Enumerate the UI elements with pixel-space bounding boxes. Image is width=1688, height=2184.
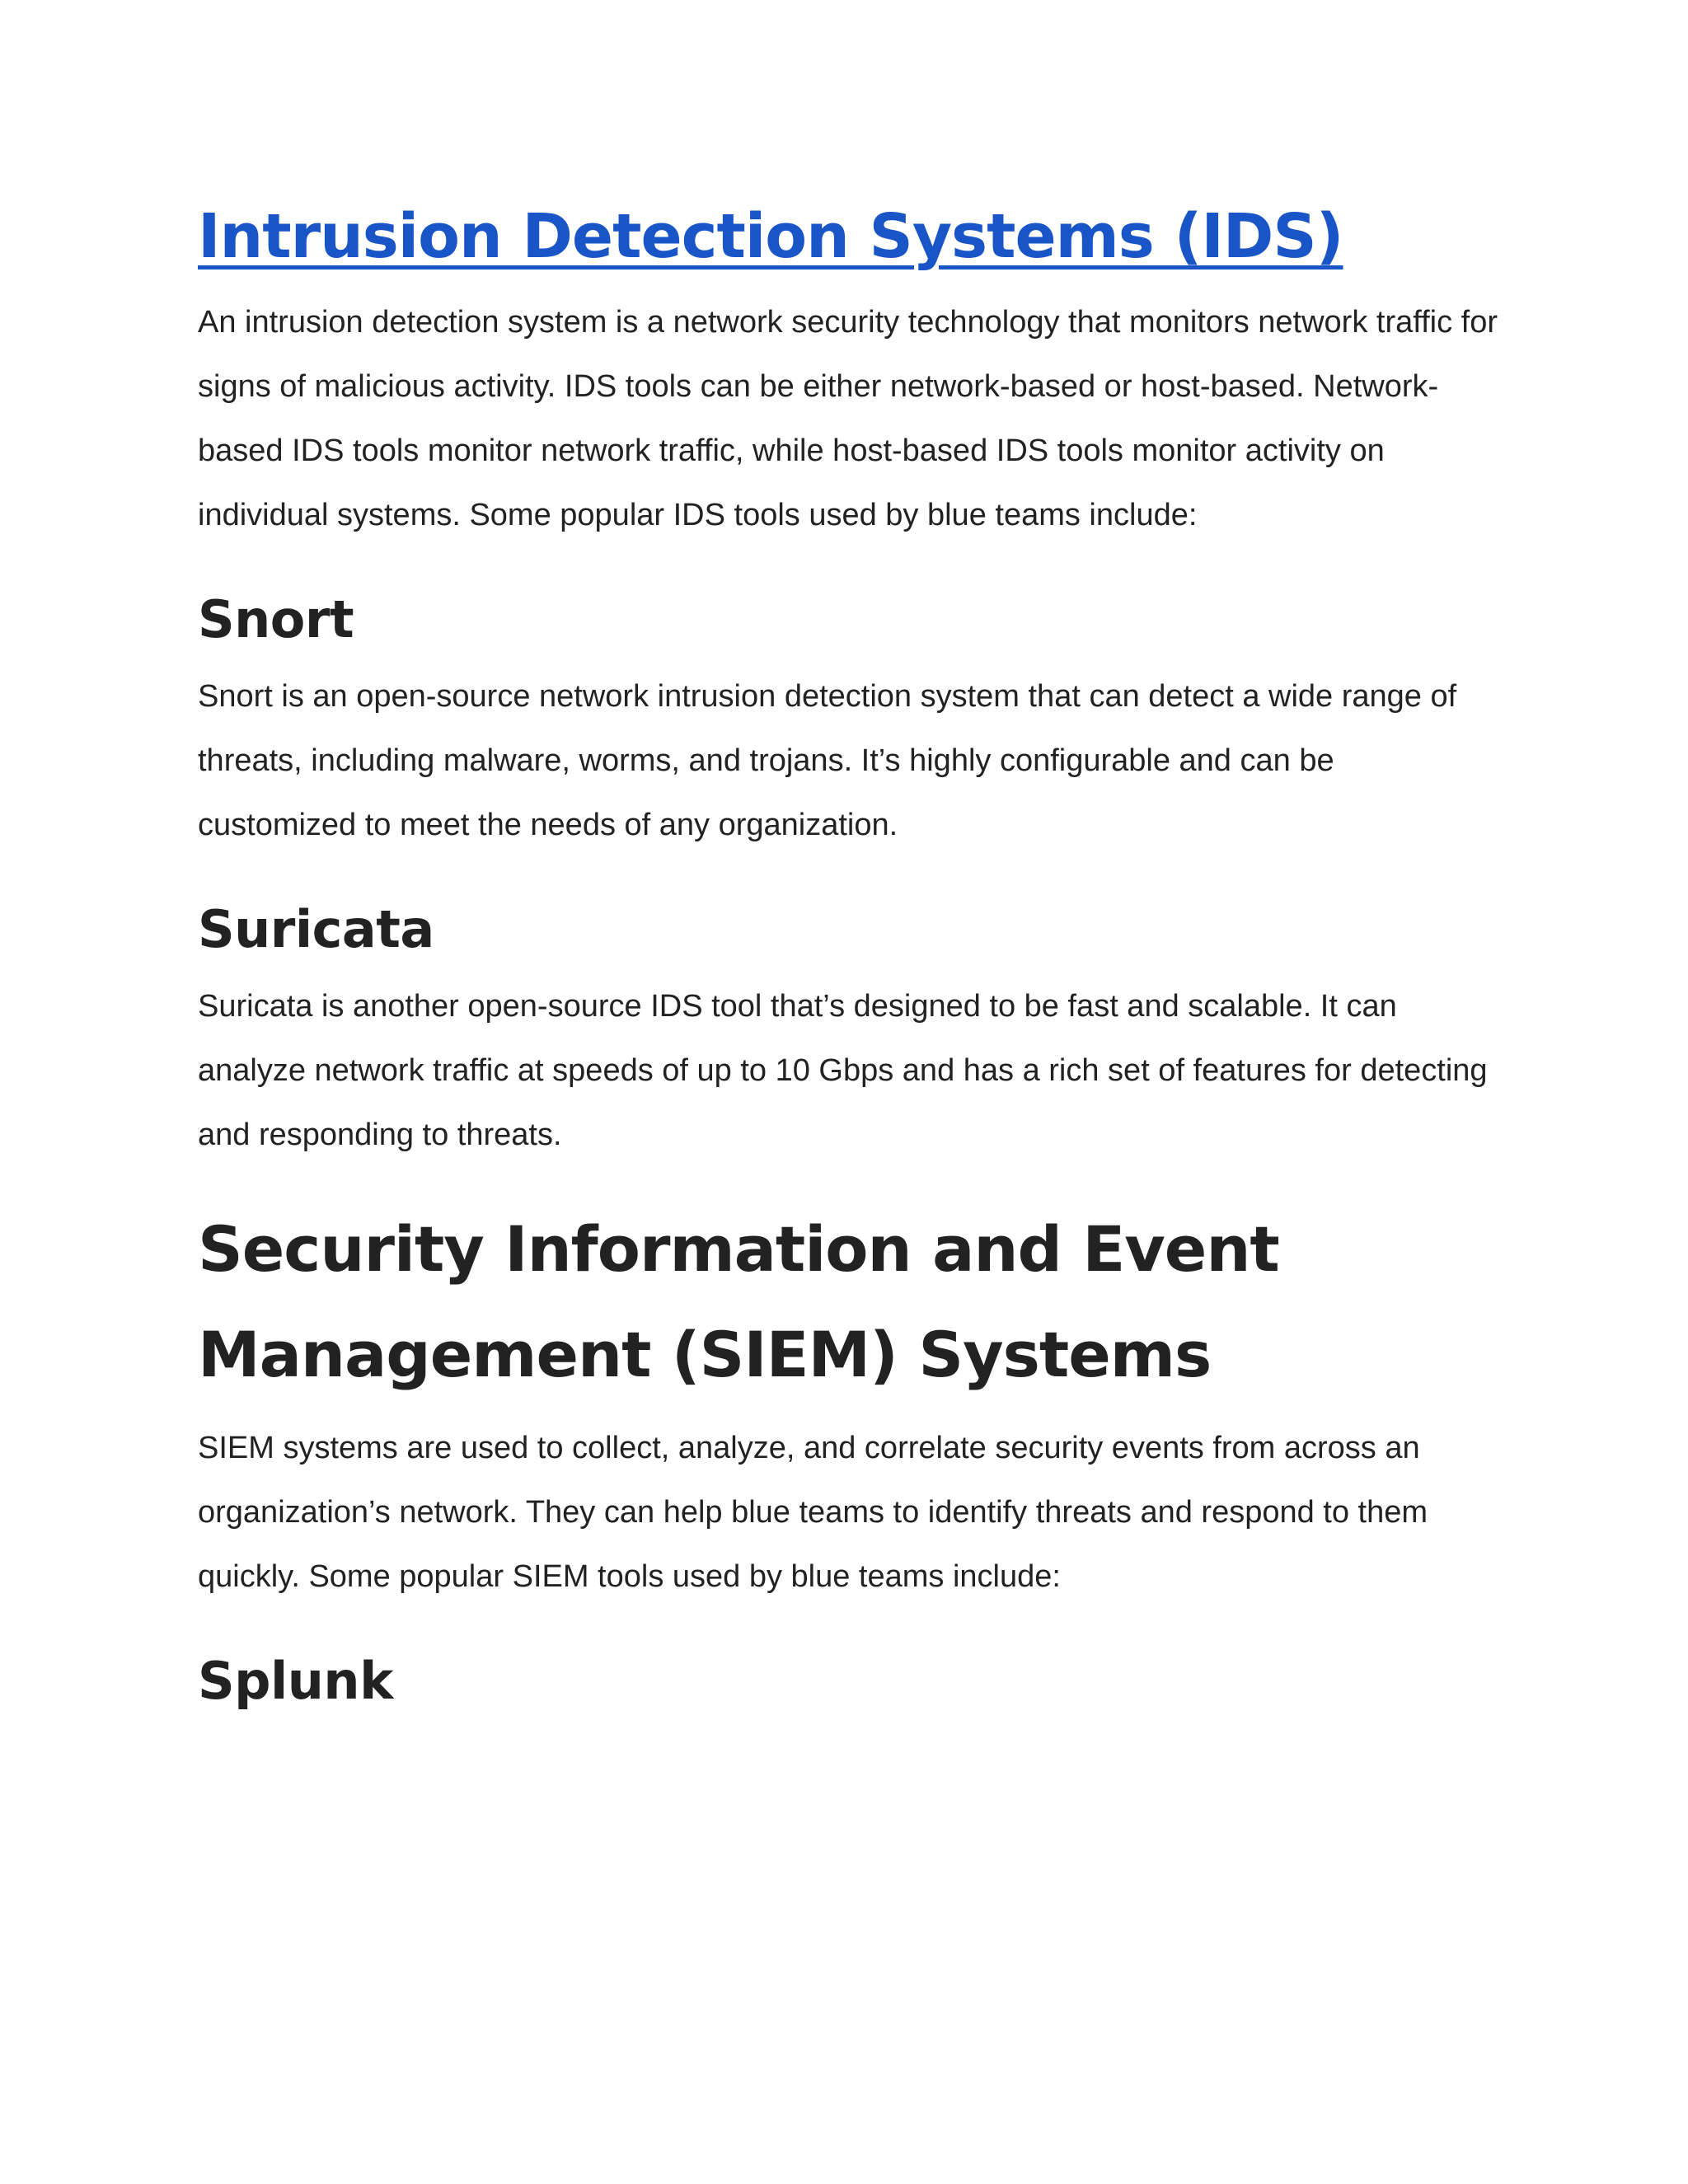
spacer [198, 1167, 1500, 1197]
ids-title-link[interactable]: Intrusion Detection Systems (IDS) [198, 201, 1343, 272]
suricata-heading: Suricata [198, 899, 434, 959]
ids-paragraph: An intrusion detection system is a network security technology that monitors network traffic for signs of malicious activity. IDS tools can be either network-based or host-based. Network-based IDS tools monitor network traffic, while host-based IDS tools monitor activity on individual systems. Some popular IDS tools used by blue teams include: [198, 305, 1498, 532]
snort-heading: Snort [198, 589, 354, 649]
snort-paragraph: Snort is an open-source network intrusion detection system that can detect a wide range of threats, including malware, worms, and trojans. It’s highly configurable and can be customized to meet the needs of any organization. [198, 679, 1457, 842]
siem-paragraph: SIEM systems are used to collect, analyze, and correlate security events from across an organization’s network. They can help blue teams to identify threats and respond to them quickly. Some popular SIEM tools used by blue teams include: [198, 1431, 1428, 1594]
siem-title: Security Information and Event Management (SIEM) Systems [198, 1212, 1279, 1391]
spacer [198, 547, 1500, 580]
spacer [198, 1609, 1500, 1642]
document-content [198, 188, 1500, 1726]
spacer [198, 857, 1500, 890]
splunk-heading: Splunk [198, 1651, 393, 1711]
suricata-paragraph: Suricata is another open-source IDS tool that’s designed to be fast and scalable. It can analyze network traffic at speeds of up to 10 Gbps and has a rich set of features for detecting and responding to threats. [198, 989, 1488, 1152]
